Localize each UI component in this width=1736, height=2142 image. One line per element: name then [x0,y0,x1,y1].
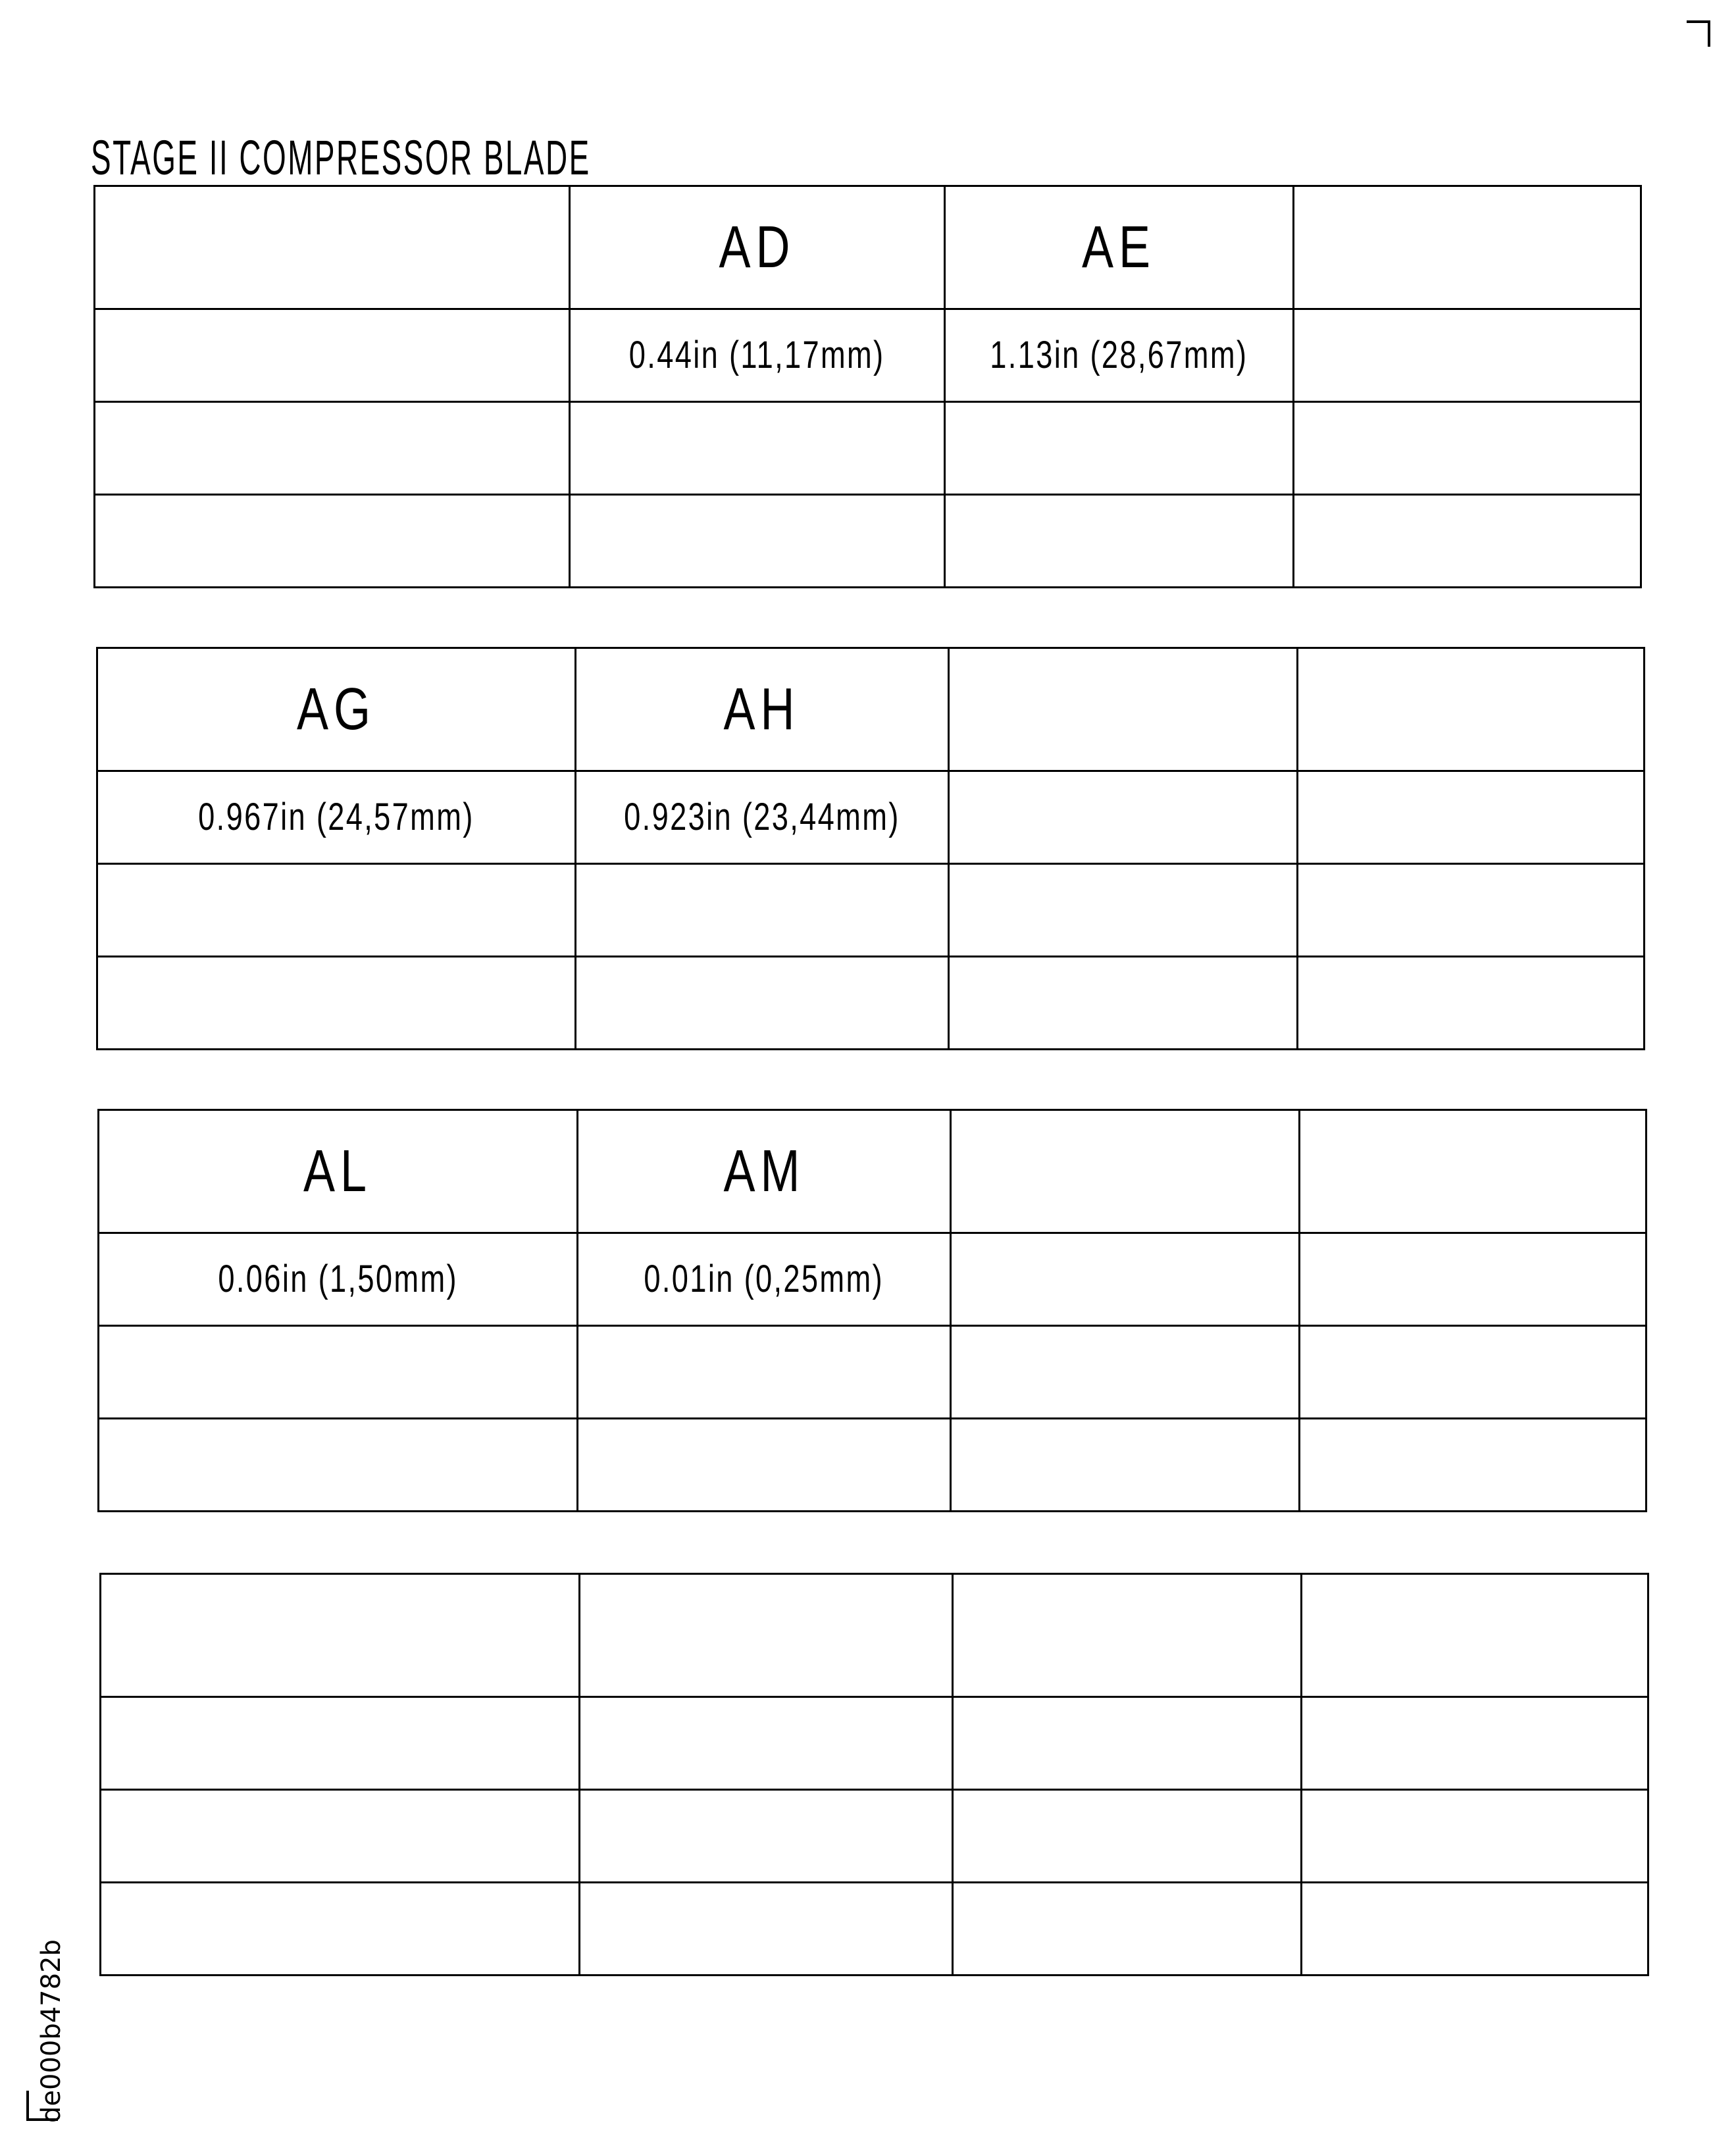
value-cell [101,1790,580,1883]
header-cell [953,1574,1302,1697]
header-cell [99,1110,578,1233]
table-row [101,1790,1648,1883]
table-header-row [99,1110,1647,1233]
value-cell [580,1790,953,1883]
value-cell [949,957,1298,1050]
value-cell [101,1697,580,1790]
value-cell [1298,864,1645,957]
page-title: STAGE II COMPRESSOR BLADE [91,130,591,185]
table-row [95,495,1641,588]
header-cell [578,1110,951,1233]
table-header-row [101,1574,1648,1697]
table-row [99,1419,1647,1512]
value-cell [576,957,949,1050]
value-cell [1302,1883,1648,1976]
value-cell [1300,1419,1647,1512]
dimension-label: AG [296,676,376,742]
table-row [95,309,1641,402]
table-row [97,864,1645,957]
value-cell [945,309,1294,402]
dimension-table-1 [93,185,1642,588]
header-cell [1300,1110,1647,1233]
header-cell [576,648,949,771]
value-cell [578,1419,951,1512]
crop-mark-top-right [1687,20,1710,47]
value-cell [97,957,576,1050]
value-cell [570,309,945,402]
value-cell [1302,1697,1648,1790]
value-cell [1300,1326,1647,1419]
value-cell [97,864,576,957]
header-cell [570,186,945,309]
header-cell [1302,1574,1648,1697]
value-cell [945,495,1294,588]
dimension-label: AM [723,1138,805,1204]
table-row [99,1233,1647,1326]
value-cell [576,864,949,957]
dimension-value: 0.01in (0,25mm) [644,1258,884,1300]
value-cell [578,1326,951,1419]
header-cell [1298,648,1645,771]
value-cell [953,1883,1302,1976]
dimension-label: AD [719,215,796,280]
value-cell [95,495,570,588]
value-cell [580,1697,953,1790]
value-cell [945,402,1294,495]
value-cell [570,495,945,588]
dimension-value: 1.13in (28,67mm) [990,334,1248,376]
table-row [99,1326,1647,1419]
dimension-label: AL [303,1138,372,1204]
value-cell [95,309,570,402]
value-cell [951,1419,1300,1512]
value-cell [951,1233,1300,1326]
value-cell [570,402,945,495]
header-cell [97,648,576,771]
header-cell [101,1574,580,1697]
value-cell [95,402,570,495]
table-row [101,1883,1648,1976]
table-row [97,957,1645,1050]
table-row [97,771,1645,864]
value-cell [1294,402,1641,495]
dimension-table-3 [97,1109,1647,1512]
value-cell [949,771,1298,864]
value-cell [99,1419,578,1512]
value-cell [953,1697,1302,1790]
dimension-value: 0.967in (24,57mm) [198,796,474,838]
value-cell [949,864,1298,957]
value-cell [580,1883,953,1976]
header-cell [580,1574,953,1697]
dimension-label: AE [1082,215,1156,280]
value-cell [953,1790,1302,1883]
table-header-row [95,186,1641,309]
header-cell [95,186,570,309]
value-cell [1294,309,1641,402]
value-cell [578,1233,951,1326]
value-cell [101,1883,580,1976]
dimension-label: AH [723,676,801,742]
table-row [101,1697,1648,1790]
dimension-table-2 [96,647,1645,1050]
header-cell [949,648,1298,771]
value-cell [1300,1233,1647,1326]
value-cell [1298,771,1645,864]
dimension-table-4 [99,1573,1649,1976]
header-cell [1294,186,1641,309]
table-row [95,402,1641,495]
value-cell [576,771,949,864]
dimension-value: 0.923in (23,44mm) [624,796,900,838]
value-cell [97,771,576,864]
value-cell [951,1326,1300,1419]
table-header-row [97,648,1645,771]
value-cell [1298,957,1645,1050]
value-cell [99,1233,578,1326]
value-cell [99,1326,578,1419]
header-cell [945,186,1294,309]
header-cell [951,1110,1300,1233]
dimension-value: 0.06in (1,50mm) [218,1258,458,1300]
value-cell [1294,495,1641,588]
dimension-value: 0.44in (11,17mm) [629,334,885,376]
value-cell [1302,1790,1648,1883]
document-id-label: de000b4782b [36,1939,66,2123]
